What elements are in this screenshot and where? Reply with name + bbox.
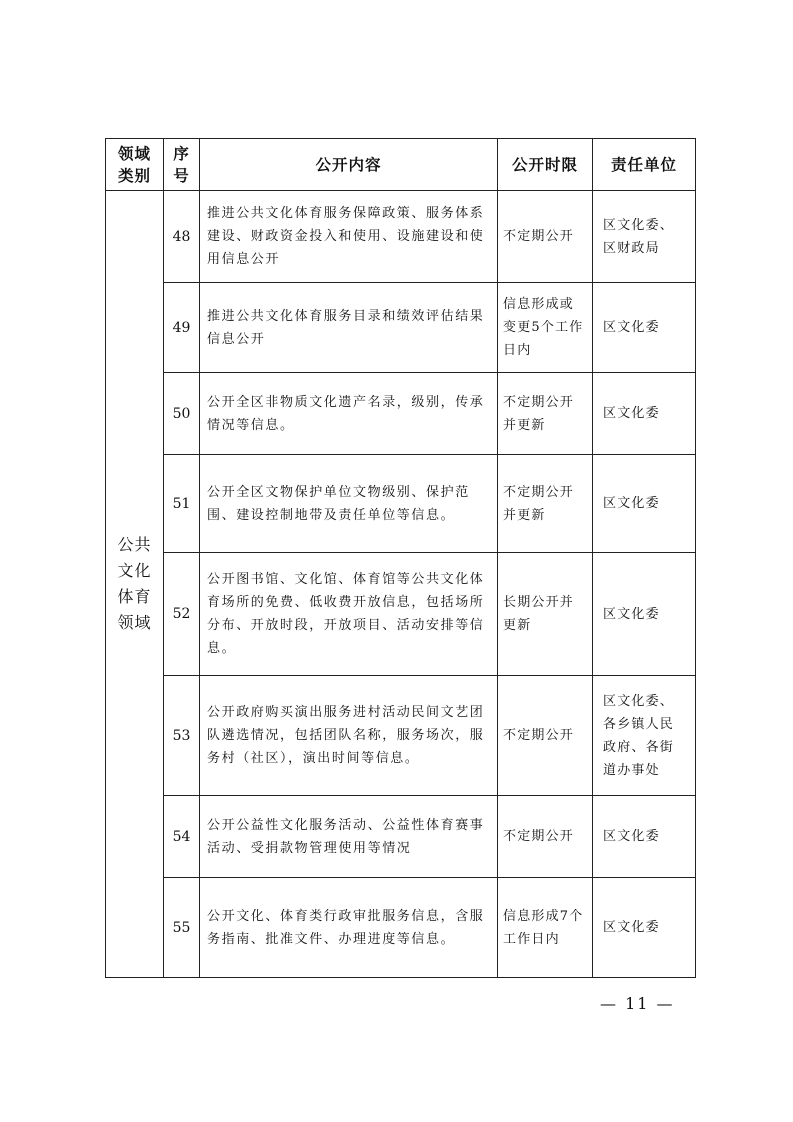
row-unit: 区文化委	[593, 553, 696, 676]
row-content: 公开全区非物质文化遗产名录，级别，传承情况等信息。	[200, 373, 498, 455]
row-content: 公开全区文物保护单位文物级别、保护范围、建设控制地带及责任单位等信息。	[200, 455, 498, 553]
row-num: 54	[164, 796, 200, 878]
row-period: 信息形成或变更5个工作日内	[498, 283, 593, 373]
header-unit: 责任单位	[593, 139, 696, 191]
row-unit: 区文化委	[593, 373, 696, 455]
table-row	[106, 553, 696, 676]
table-row	[106, 455, 696, 553]
row-num: 55	[164, 878, 200, 978]
row-content: 公开公益性文化服务活动、公益性体育赛事活动、受捐款物管理使用等情况	[200, 796, 498, 878]
row-period: 不定期公开	[498, 191, 593, 283]
row-unit: 区文化委、区财政局	[593, 191, 696, 283]
header-num: 序号	[164, 139, 200, 191]
row-period: 不定期公开	[498, 676, 593, 796]
row-content: 公开图书馆、文化馆、体育馆等公共文化体育场所的免费、低收费开放信息，包括场所分布、开放时段，开放项目、活动安排等信息。	[200, 553, 498, 676]
row-unit: 区文化委	[593, 796, 696, 878]
row-period: 不定期公开	[498, 796, 593, 878]
table-header-row	[106, 139, 696, 191]
table-row	[106, 676, 696, 796]
header-period: 公开时限	[498, 139, 593, 191]
table-row	[106, 878, 696, 978]
table-row	[106, 191, 696, 283]
table-row	[106, 373, 696, 455]
row-period: 信息形成7个工作日内	[498, 878, 593, 978]
row-num: 49	[164, 283, 200, 373]
row-content: 推进公共文化体育服务目录和绩效评估结果信息公开	[200, 283, 498, 373]
row-unit: 区文化委	[593, 283, 696, 373]
page-number: — 11 —	[600, 994, 675, 1013]
table-row	[106, 283, 696, 373]
row-num: 50	[164, 373, 200, 455]
header-content: 公开内容	[200, 139, 498, 191]
disclosure-table	[105, 138, 696, 978]
row-period: 不定期公开并更新	[498, 373, 593, 455]
row-content: 公开政府购买演出服务进村活动民间文艺团队遴选情况，包括团队名称，服务场次，服务村（社区），演出时间等信息。	[200, 676, 498, 796]
header-category: 领域类别	[106, 139, 164, 191]
row-num: 48	[164, 191, 200, 283]
row-num: 51	[164, 455, 200, 553]
row-period: 不定期公开并更新	[498, 455, 593, 553]
row-content: 公开文化、体育类行政审批服务信息，含服务指南、批准文件、办理进度等信息。	[200, 878, 498, 978]
row-unit: 区文化委、各乡镇人民政府、各街道办事处	[593, 676, 696, 796]
row-content: 推进公共文化体育服务保障政策、服务体系建设、财政资金投入和使用、设施建设和使用信息公开	[200, 191, 498, 283]
row-num: 52	[164, 553, 200, 676]
row-unit: 区文化委	[593, 878, 696, 978]
table-row	[106, 796, 696, 878]
row-unit: 区文化委	[593, 455, 696, 553]
category-cell: 公共文化体育领域	[106, 191, 164, 978]
row-period: 长期公开并更新	[498, 553, 593, 676]
row-num: 53	[164, 676, 200, 796]
